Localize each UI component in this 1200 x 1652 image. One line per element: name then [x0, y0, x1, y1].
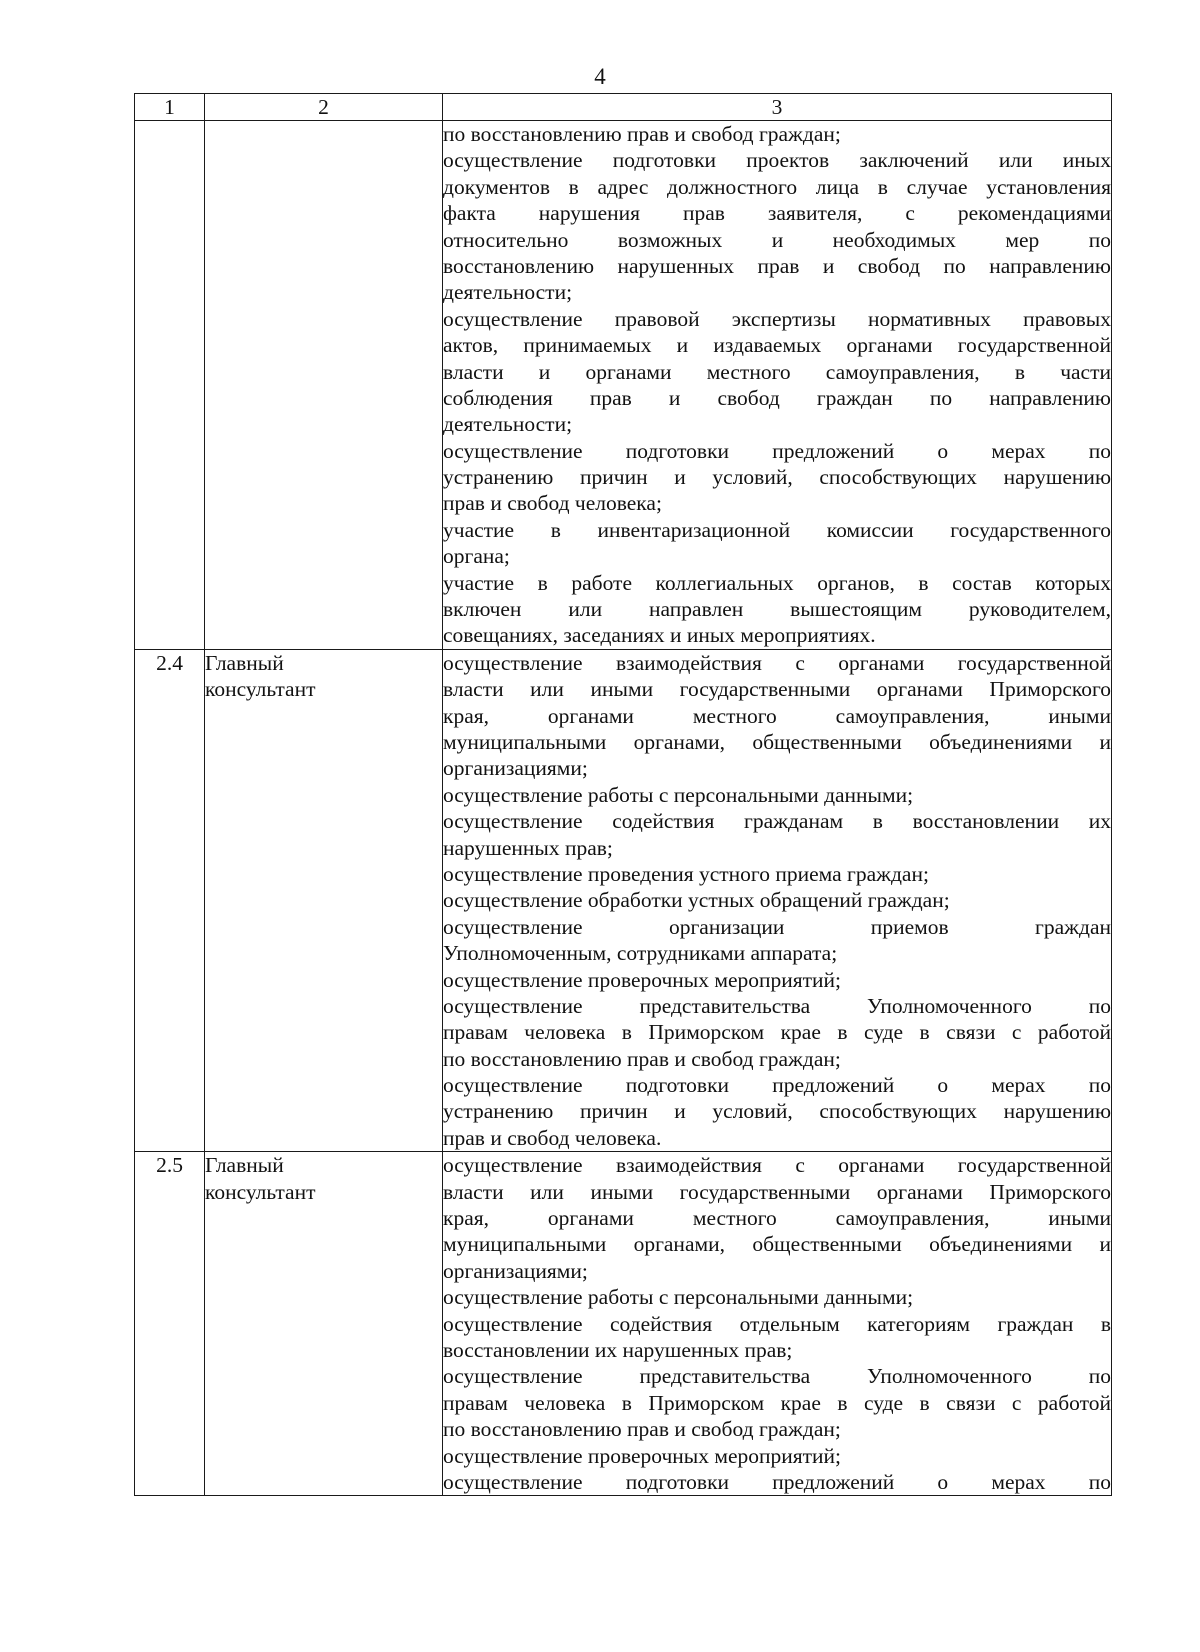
duty-line: прав и свобод человека;	[443, 491, 662, 516]
page-number: 4	[594, 64, 606, 89]
row-number: 2.4	[135, 649, 205, 1151]
duty-line: муниципальными органами, общественными объединениями и	[443, 729, 1111, 754]
duty-line: осуществление работы с персональными данными;	[443, 782, 914, 807]
duty-line: по восстановлению прав и свобод граждан;	[443, 1046, 841, 1071]
row-number: 2.5	[135, 1152, 205, 1496]
table-row	[135, 121, 1112, 650]
duty-line: власти или иными государственными органами Приморского	[443, 1179, 1111, 1204]
position-title	[205, 1152, 443, 1496]
duties-text	[443, 649, 1112, 1151]
duty-line: осуществление подготовки предложений о мерах по	[443, 1073, 1111, 1098]
position-title-line: Главный	[205, 1153, 284, 1178]
column-header-position: 2	[205, 94, 443, 121]
duty-line: осуществление подготовки предложений о мерах по	[443, 1469, 1111, 1494]
duty-line: организациями;	[443, 1258, 588, 1283]
table-header-row	[135, 94, 1112, 121]
duties-text	[443, 1152, 1112, 1496]
duty-line: по восстановлению прав и свобод граждан;	[443, 1417, 841, 1442]
position-title-line: консультант	[205, 1179, 316, 1204]
duty-line: осуществление организации приемов граждан	[443, 914, 1111, 939]
duty-line: деятельности;	[443, 280, 573, 305]
duty-line: организациями;	[443, 756, 588, 781]
row-number	[135, 121, 205, 650]
column-header-duties: 3	[443, 94, 1112, 121]
duties-text	[443, 121, 1112, 650]
duty-line: относительно возможных и необходимых мер по	[443, 227, 1111, 252]
duty-line: осуществление подготовки предложений о мерах по	[443, 438, 1111, 463]
duty-line: совещаниях, заседаниях и иных мероприятиях.	[443, 623, 876, 648]
duty-line: осуществление представительства Уполномоченного по	[443, 993, 1111, 1018]
duty-line: правам человека в Приморском крае в суде в связи с работой	[443, 1390, 1111, 1415]
duty-line: осуществление содействия отдельным категориям граждан в	[443, 1311, 1111, 1336]
table-row	[135, 1152, 1112, 1496]
duty-line: осуществление проведения устного приема граждан;	[443, 861, 929, 886]
duty-line: по восстановлению прав и свобод граждан;	[443, 122, 841, 146]
position-title	[205, 121, 443, 650]
table-row	[135, 649, 1112, 1151]
duty-line: включен или направлен вышестоящим руководителем,	[443, 597, 1111, 622]
duty-line: осуществление взаимодействия с органами государственной	[443, 650, 1111, 675]
duty-line: осуществление работы с персональными данными;	[443, 1285, 914, 1310]
duty-line: муниципальными органами, общественными объединениями и	[443, 1232, 1111, 1257]
duty-line: края, органами местного самоуправления, иными	[443, 703, 1111, 728]
duty-line: осуществление подготовки проектов заключений или иных	[443, 148, 1111, 173]
duty-line: деятельности;	[443, 412, 573, 437]
duty-line: участие в работе коллегиальных органов, в состав которых	[443, 570, 1111, 595]
position-title-line: консультант	[205, 677, 316, 702]
duty-line: устранению причин и условий, способствующих нарушению	[443, 1099, 1111, 1124]
position-title-line: Главный	[205, 650, 284, 675]
duty-line: Уполномоченным, сотрудниками аппарата;	[443, 941, 838, 966]
duty-line: участие в инвентаризационной комиссии государственного	[443, 517, 1111, 542]
duty-line: края, органами местного самоуправления, иными	[443, 1206, 1111, 1231]
duty-line: восстановлении их нарушенных прав;	[443, 1337, 793, 1362]
duty-line: документов в адрес должностного лица в случае установления	[443, 174, 1111, 199]
duty-line: осуществление содействия гражданам в восстановлении их	[443, 809, 1111, 834]
duty-line: прав и свобод человека.	[443, 1125, 662, 1150]
duty-line: осуществление взаимодействия с органами государственной	[443, 1153, 1111, 1178]
duty-line: осуществление проверочных мероприятий;	[443, 967, 842, 992]
duty-line: осуществление обработки устных обращений граждан;	[443, 888, 950, 913]
duty-line: устранению причин и условий, способствующих нарушению	[443, 465, 1111, 490]
duty-line: осуществление проверочных мероприятий;	[443, 1443, 842, 1468]
duty-line: органа;	[443, 544, 510, 569]
position-title	[205, 649, 443, 1151]
duty-line: правам человека в Приморском крае в суде в связи с работой	[443, 1020, 1111, 1045]
duty-line: восстановлению нарушенных прав и свобод по направлению	[443, 253, 1111, 278]
duties-table	[134, 93, 1112, 1496]
duty-line: актов, принимаемых и издаваемых органами государственной	[443, 333, 1111, 358]
duty-line: власти или иными государственными органами Приморского	[443, 677, 1111, 702]
duty-line: нарушенных прав;	[443, 835, 613, 860]
column-header-number: 1	[135, 94, 205, 121]
duty-line: осуществление правовой экспертизы нормативных правовых	[443, 306, 1111, 331]
duty-line: власти и органами местного самоуправления, в части	[443, 359, 1111, 384]
duty-line: соблюдения прав и свобод граждан по направлению	[443, 385, 1111, 410]
duty-line: осуществление представительства Уполномоченного по	[443, 1364, 1111, 1389]
duty-line: факта нарушения прав заявителя, с рекомендациями	[443, 201, 1111, 226]
